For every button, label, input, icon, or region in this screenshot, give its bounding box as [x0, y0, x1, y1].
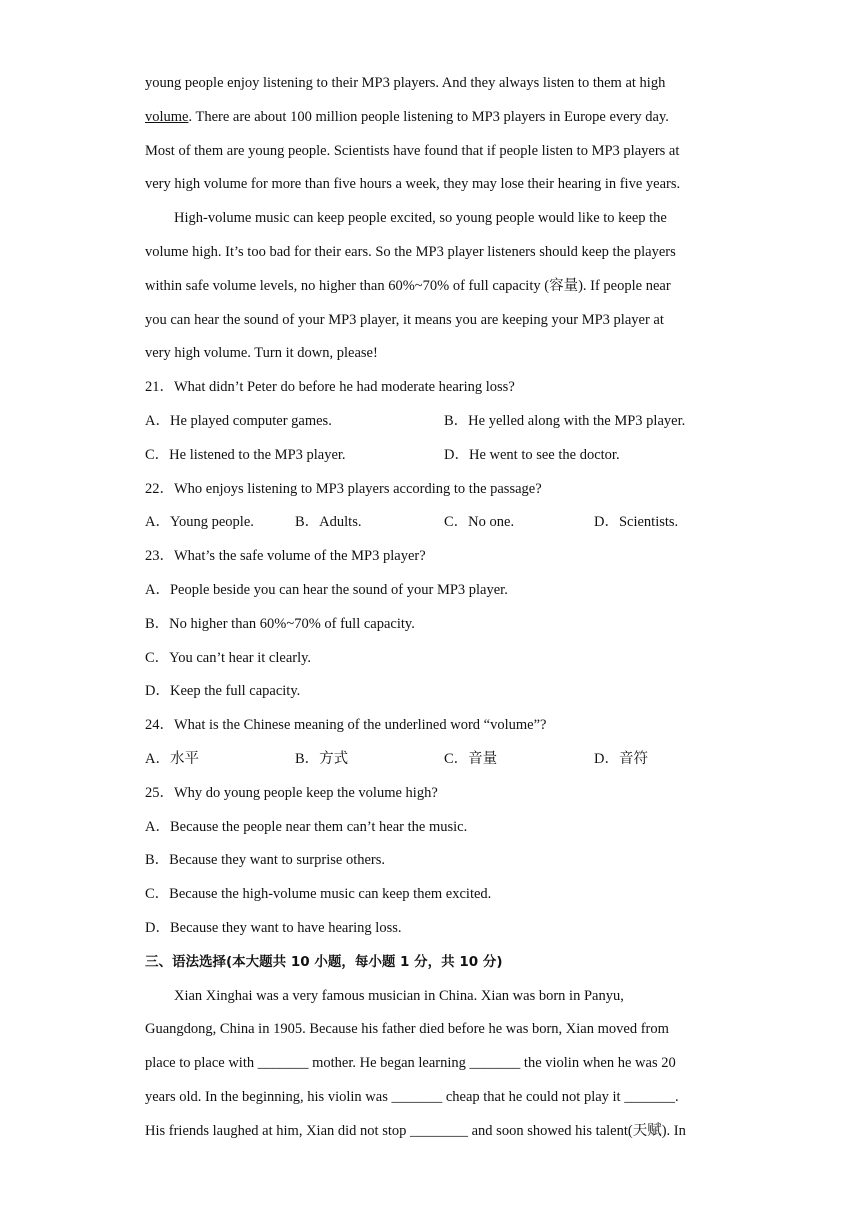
- passage-line: His friends laughed at him, Xian did not stop ________ and soon showed his talent(天赋). In: [145, 1123, 686, 1139]
- option-b[interactable]: B．方式: [295, 751, 349, 767]
- option-a[interactable]: A．He played computer games.: [145, 413, 332, 429]
- passage-line: place to place with _______ mother. He began learning _______ the violin when he was 20: [145, 1055, 676, 1071]
- question-stem: 21．What didn’t Peter do before he had moderate hearing loss?: [145, 379, 515, 395]
- passage-line: you can hear the sound of your MP3 player, it means you are keeping your MP3 player at: [145, 312, 664, 328]
- question-stem: 25．Why do young people keep the volume high?: [145, 785, 438, 801]
- question-stem: 24．What is the Chinese meaning of the underlined word “volume”?: [145, 717, 547, 733]
- option-d[interactable]: D．Scientists.: [594, 514, 679, 530]
- option-a[interactable]: A．水平: [145, 751, 199, 767]
- option-c[interactable]: C．You can’t hear it clearly.: [145, 650, 312, 666]
- passage-line: very high volume for more than five hours a week, they may lose their hearing in five years.: [145, 176, 681, 192]
- option-a[interactable]: A．Young people.: [145, 514, 254, 530]
- passage-line: within safe volume levels, no higher than 60%~70% of full capacity (容量). If people near: [145, 278, 671, 294]
- option-a[interactable]: A．Because the people near them can’t hear the music.: [145, 819, 468, 835]
- option-c[interactable]: C．No one.: [444, 514, 515, 530]
- passage-line: High-volume music can keep people excited, so young people would like to keep the: [174, 210, 667, 226]
- passage-line: [145, 107, 669, 127]
- passage-line: Guangdong, China in 1905. Because his father died before he was born, Xian moved from: [145, 1021, 669, 1037]
- passage-line: Most of them are young people. Scientists have found that if people listen to MP3 players at: [145, 143, 680, 159]
- option-b[interactable]: B．Because they want to surprise others.: [145, 852, 386, 868]
- passage-text: . There are about 100 million people listening to MP3 players in Europe every day.: [188, 109, 669, 125]
- option-b[interactable]: B．He yelled along with the MP3 player.: [444, 413, 686, 429]
- option-a[interactable]: A．People beside you can hear the sound of your MP3 player.: [145, 582, 508, 598]
- question-stem: 23．What’s the safe volume of the MP3 player?: [145, 548, 426, 564]
- passage-line: volume high. It’s too bad for their ears. So the MP3 player listeners should keep the players: [145, 244, 676, 260]
- option-c[interactable]: C．He listened to the MP3 player.: [145, 447, 346, 463]
- section-heading: 三、语法选择(本大题共 10 小题，每小题 1 分，共 10 分): [145, 954, 503, 970]
- passage-line: Xian Xinghai was a very famous musician in China. Xian was born in Panyu,: [174, 988, 624, 1004]
- option-c[interactable]: C．Because the high-volume music can keep them excited.: [145, 886, 492, 902]
- passage-line: young people enjoy listening to their MP3 players. And they always listen to them at high: [145, 75, 666, 91]
- option-b[interactable]: B．Adults.: [295, 514, 362, 530]
- option-c[interactable]: C．音量: [444, 751, 498, 767]
- option-d[interactable]: D．He went to see the doctor.: [444, 447, 620, 463]
- option-b[interactable]: B．No higher than 60%~70% of full capacity.: [145, 616, 415, 632]
- passage-line: very high volume. Turn it down, please!: [145, 345, 378, 361]
- option-d[interactable]: D．Because they want to have hearing loss.: [145, 920, 402, 936]
- question-stem: 22．Who enjoys listening to MP3 players according to the passage?: [145, 481, 542, 497]
- underlined-word-volume: volume: [145, 109, 189, 125]
- option-d[interactable]: D．音符: [594, 751, 648, 767]
- passage-line: years old. In the beginning, his violin was _______ cheap that he could not play it _______.: [145, 1089, 679, 1105]
- option-d[interactable]: D．Keep the full capacity.: [145, 683, 301, 699]
